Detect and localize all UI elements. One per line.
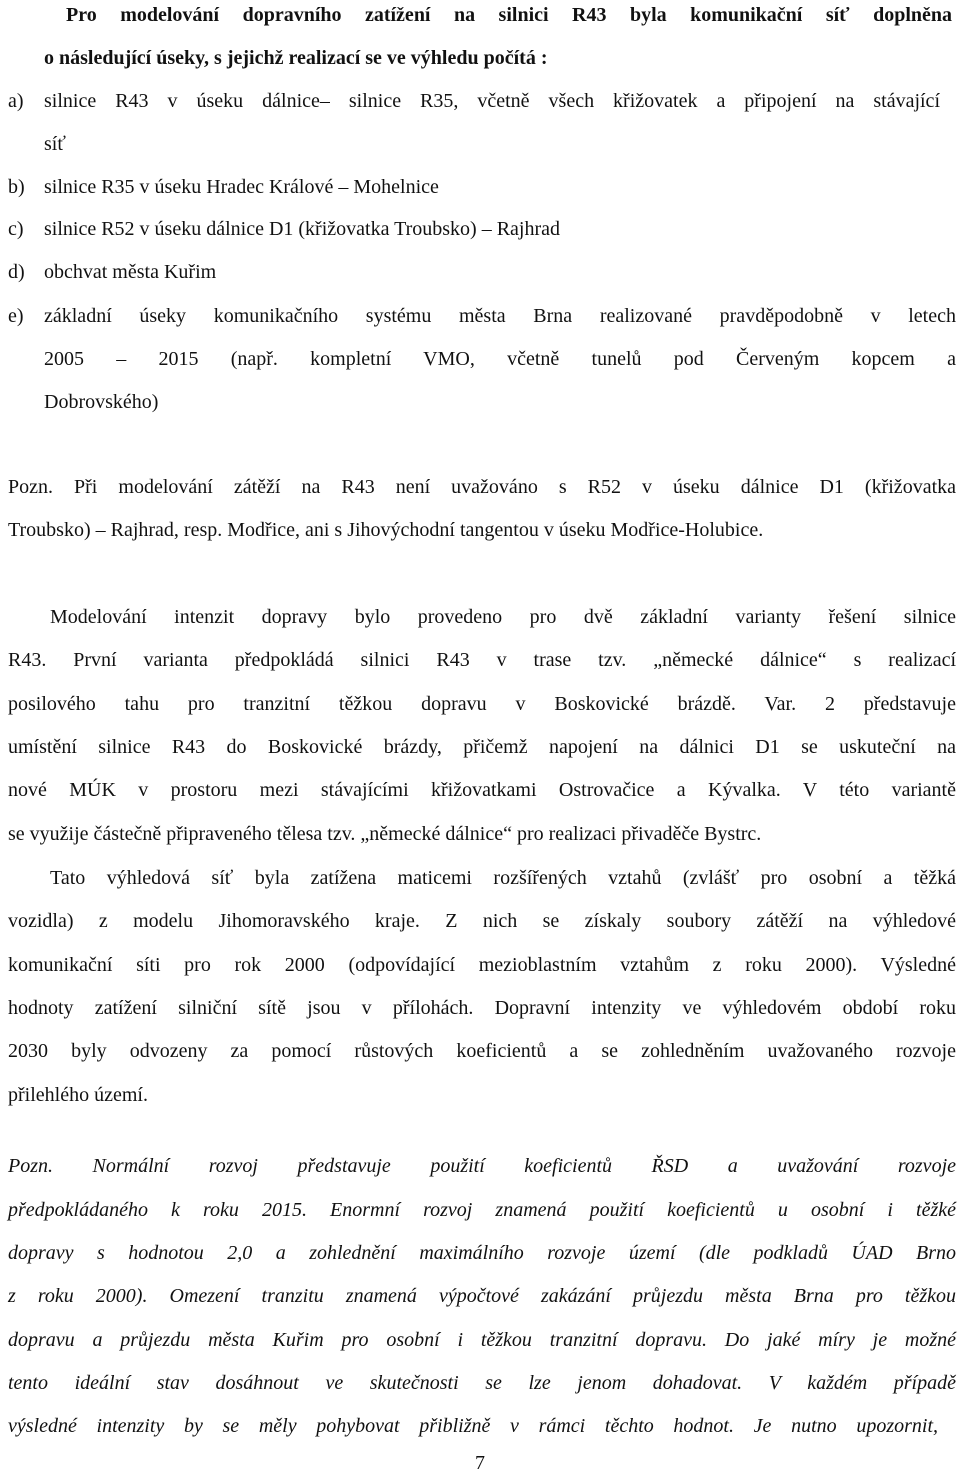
list-item-e-line-3: Dobrovského) — [44, 391, 159, 413]
para2-line-2: vozidla) z modelu Jihomoravského kraje. Z nich se získaly soubory zátěží na výhledové — [8, 910, 956, 932]
heading-line-1: Pro modelování dopravního zatížení na silnici R43 byla komunikační síť doplněna — [66, 4, 952, 26]
list-item-e-line-1: základní úseky komunikačního systému města Brna realizované pravděpodobně v letech — [44, 305, 956, 327]
list-item-a-line-1: silnice R43 v úseku dálnice– silnice R35, včetně všech křižovatek a připojení na stávající — [44, 90, 940, 112]
note2-line-4: z roku 2000). Omezení tranzitu znamená výpočtové zakázání průjezdu města Brna pro těžkou — [8, 1285, 956, 1307]
para1-line-6: se využije částečně připraveného tělesa tzv. „německé dálnice“ pro realizaci přivaděče Bystrc. — [8, 823, 762, 845]
list-label-e: e) — [8, 305, 24, 327]
list-item-d: obchvat města Kuřim — [44, 261, 217, 283]
para2-line-4: hodnoty zatížení silniční sítě jsou v přílohách. Dopravní intenzity ve výhledovém období roku — [8, 997, 956, 1019]
para2-line-5: 2030 byly odvozeny za pomocí růstových koeficientů a se zohledněním uvažovaného rozvoje — [8, 1040, 956, 1062]
para1-line-4: umístění silnice R43 do Boskovické brázdy, přičemž napojení na dálnici D1 se uskuteční na — [8, 736, 956, 758]
para1-line-2: R43. První varianta předpokládá silnici R43 v trase tzv. „německé dálnice“ s realizací — [8, 649, 956, 671]
list-item-b: silnice R35 v úseku Hradec Králové – Mohelnice — [44, 176, 439, 198]
list-item-a-line-2: síť — [44, 133, 66, 155]
para2-line-3: komunikační síti pro rok 2000 (odpovídající mezioblastním vztahům z roku 2000). Výsledné — [8, 954, 956, 976]
list-label-d: d) — [8, 261, 25, 283]
para2-line-1: Tato výhledová síť byla zatížena maticemi rozšířených vztahů (zvlášť pro osobní a těžká — [50, 867, 956, 889]
note2-line-7: výsledné intenzity by se měly pohybovat přibližně v rámci těchto hodnot. Je nutno upozornit, — [8, 1415, 938, 1437]
note2-line-2: předpokládaného k roku 2015. Enormní rozvoj znamená použití koeficientů u osobní i těžké — [8, 1199, 956, 1221]
list-item-e-line-2: 2005 – 2015 (např. kompletní VMO, včetně tunelů pod Červeným kopcem a — [44, 348, 956, 370]
list-label-c: c) — [8, 218, 24, 240]
list-item-c: silnice R52 v úseku dálnice D1 (křižovatka Troubsko) – Rajhrad — [44, 218, 561, 240]
list-label-b: b) — [8, 176, 25, 198]
note2-line-5: dopravu a průjezdu města Kuřim pro osobní i těžkou tranzitní dopravu. Do jaké míry je možné — [8, 1329, 956, 1351]
list-label-a: a) — [8, 90, 24, 112]
note2-line-3: dopravy s hodnotou 2,0 a zohlednění maximálního rozvoje území (dle podkladů ÚAD Brno — [8, 1242, 956, 1264]
note2-line-6: tento ideální stav dosáhnout ve skutečnosti se lze jenom dohadovat. V každém případě — [8, 1372, 956, 1394]
page-number: 7 — [475, 1452, 485, 1474]
para1-line-1: Modelování intenzit dopravy bylo provedeno pro dvě základní varianty řešení silnice — [50, 606, 956, 628]
heading-line-2: o následující úseky, s jejichž realizací se ve výhledu počítá : — [44, 47, 548, 69]
note2-line-1: Pozn. Normální rozvoj představuje použití koeficientů ŘSD a uvažování rozvoje — [8, 1155, 956, 1177]
para2-line-6: přilehlého území. — [8, 1084, 148, 1106]
para1-line-5: nové MÚK v prostoru mezi stávajícími křižovatkami Ostrovačice a Kývalka. V této variantě — [8, 779, 956, 801]
para1-line-3: posilového tahu pro tranzitní těžkou dopravu v Boskovické brázdě. Var. 2 představuje — [8, 693, 956, 715]
note1-line-2: Troubsko) – Rajhrad, resp. Modřice, ani s Jihovýchodní tangentou v úseku Modřice-Holubice. — [8, 519, 764, 541]
note1-line-1: Pozn. Při modelování zátěží na R43 není uvažováno s R52 v úseku dálnice D1 (křižovatka — [8, 476, 956, 498]
